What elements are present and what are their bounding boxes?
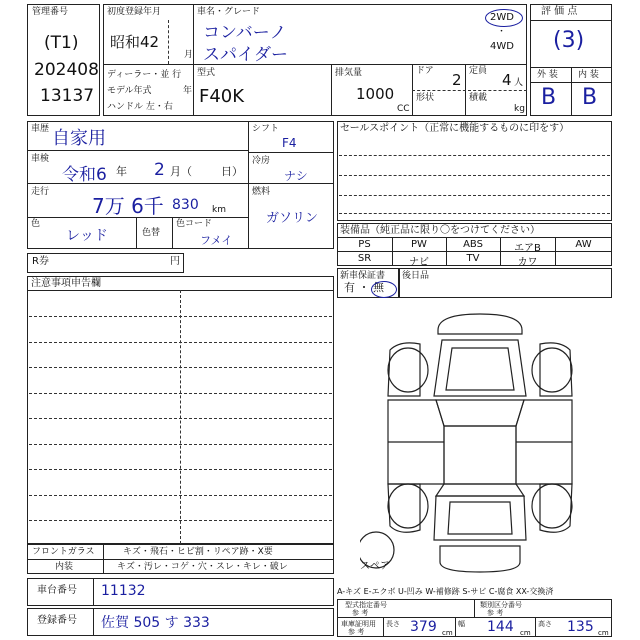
shift-label: シフト bbox=[252, 124, 280, 134]
reg-value: 佐賀 505 す 333 bbox=[101, 615, 210, 631]
later-label: 後日品 bbox=[402, 271, 430, 281]
recycle-unit: 円 bbox=[170, 256, 180, 267]
type-spec-sub: 参 考 bbox=[352, 609, 369, 617]
equip-abs: ABS bbox=[463, 239, 483, 250]
name-grade-label: 車名・グレード bbox=[197, 7, 261, 17]
handle-label: ハンドル 左・右 bbox=[107, 102, 173, 112]
class-label: 類別区分番号 bbox=[480, 601, 522, 609]
width-value: 144 bbox=[487, 619, 514, 635]
mgmt-value-1: (T1) bbox=[44, 33, 79, 53]
note-line bbox=[29, 495, 332, 496]
note-line bbox=[29, 393, 332, 394]
equip-airbag: エアB bbox=[514, 243, 541, 254]
note-line bbox=[29, 469, 332, 470]
category-label: 車歴 bbox=[31, 124, 50, 134]
height-value: 135 bbox=[567, 619, 594, 635]
front-glass-value: キズ・飛石・ヒビ割・リペア跡・X要 bbox=[123, 547, 273, 557]
mgmt-value-2: 202408 bbox=[34, 60, 99, 80]
car-name-line1: コンバーノ bbox=[203, 23, 287, 43]
ext-label: 外 装 bbox=[537, 70, 558, 80]
front-glass-label: フロントガラス bbox=[32, 547, 95, 557]
mileage-label: 走行 bbox=[31, 187, 50, 197]
rating-label: 評 価 点 bbox=[541, 6, 578, 17]
mileage-sub: 830 bbox=[172, 197, 199, 213]
note-line bbox=[29, 367, 332, 368]
warranty-label: 新車保証書 bbox=[340, 271, 386, 281]
shaken-month: 2 bbox=[154, 160, 165, 180]
mgmt-value-3: 13137 bbox=[40, 86, 95, 106]
color-code-label: 色コード bbox=[176, 219, 213, 229]
capacity-label: 定員 bbox=[469, 66, 488, 76]
fuel-label: 燃料 bbox=[252, 187, 271, 197]
capacity-value: 4 bbox=[502, 71, 512, 89]
car-diagram bbox=[360, 300, 600, 600]
interior-label: 内装 bbox=[55, 562, 74, 572]
length-unit: cm bbox=[442, 629, 453, 637]
shaken-year-unit: 年 bbox=[116, 165, 127, 178]
color-change-label: 色替 bbox=[142, 228, 161, 238]
equip-pw: PW bbox=[411, 239, 427, 250]
equip-ps: PS bbox=[358, 239, 371, 250]
recycle-box bbox=[27, 253, 184, 273]
shaken-label: 車検 bbox=[31, 154, 50, 164]
capacity-unit: 人 bbox=[514, 78, 524, 88]
later-box bbox=[399, 268, 612, 298]
cert-sub: 参 考 bbox=[348, 628, 365, 636]
mgmt-label: 管理番号 bbox=[32, 7, 69, 17]
category-value: 自家用 bbox=[52, 128, 106, 149]
equip-tv: TV bbox=[466, 253, 480, 264]
int-label: 内 装 bbox=[578, 70, 599, 80]
color-label: 色 bbox=[31, 219, 41, 229]
door-label: ドア bbox=[416, 66, 434, 76]
notes-title: 注意事項申告欄 bbox=[31, 278, 101, 289]
ac-value: ナシ bbox=[284, 169, 308, 183]
mileage-unit: km bbox=[212, 205, 226, 215]
chassis-value: 11132 bbox=[101, 583, 146, 599]
sales-point-box bbox=[337, 121, 612, 221]
model-year-unit: 年 bbox=[183, 86, 193, 96]
shape-label: 形状 bbox=[416, 93, 435, 103]
rating-value: (3) bbox=[553, 28, 585, 53]
equip-sr: SR bbox=[357, 253, 372, 264]
height-label: 高さ bbox=[538, 620, 552, 628]
recycle-label: R券 bbox=[32, 256, 49, 267]
drive-4wd: 4WD bbox=[490, 41, 514, 52]
equip-navi: ナビ bbox=[409, 257, 429, 268]
note-line bbox=[29, 316, 332, 317]
mileage-value: 7万 6千 bbox=[92, 194, 164, 218]
note-line bbox=[29, 418, 332, 419]
ext-value: B bbox=[541, 85, 557, 110]
reg-label: 登録番号 bbox=[37, 615, 77, 626]
ac-label: 冷房 bbox=[252, 156, 271, 166]
height-unit: cm bbox=[598, 629, 609, 637]
load-unit: kg bbox=[514, 104, 525, 114]
warranty-value: 有 ・ 無 bbox=[344, 281, 384, 294]
interior-value: キズ・汚レ・コゲ・穴・スレ・キレ・破レ bbox=[117, 562, 288, 572]
length-label: 長さ bbox=[386, 620, 400, 628]
displacement-unit: CC bbox=[397, 104, 410, 114]
first-reg-era: 昭和42 bbox=[110, 33, 160, 51]
color-value: レッド bbox=[66, 228, 108, 244]
shaken-day-unit: 日） bbox=[221, 165, 243, 178]
color-code-value: フメイ bbox=[200, 234, 233, 247]
car-name-line2: スパイダー bbox=[203, 45, 288, 65]
sales-point-label: セールスポイント（正常に機能するものに印をす） bbox=[340, 123, 570, 134]
int-value: B bbox=[582, 85, 598, 110]
shaken-era: 令和6 bbox=[62, 165, 107, 185]
equip-aw: AW bbox=[575, 239, 592, 250]
door-value: 2 bbox=[452, 71, 462, 89]
length-value: 379 bbox=[410, 619, 437, 635]
dealer-label: ディーラー・並 行 bbox=[107, 70, 182, 80]
model-year-label: モデル年式 bbox=[107, 86, 152, 96]
warranty-circle bbox=[371, 281, 397, 298]
first-reg-month-unit: 月 bbox=[184, 50, 194, 60]
displacement-label: 排気量 bbox=[335, 68, 363, 78]
equipment-title: 装備品（純正品に限り〇をつけてください） bbox=[340, 225, 540, 236]
cert-label: 車庫証明用 bbox=[341, 620, 376, 628]
chassis-label: 車台番号 bbox=[37, 585, 77, 596]
fuel-value: ガソリン bbox=[266, 211, 319, 226]
legend: A-キズ E-エクボ U-凹み W-補修跡 S-サビ C-腐食 XX-交換済 bbox=[337, 587, 554, 596]
type-spec-label: 型式指定番号 bbox=[345, 601, 387, 609]
header-main-box bbox=[103, 4, 527, 116]
shaken-month-unit: 月（ bbox=[170, 165, 192, 178]
drive-2wd: 2WD bbox=[490, 12, 514, 23]
shift-value: F4 bbox=[282, 136, 297, 150]
displacement-value: 1000 bbox=[356, 85, 395, 103]
note-line bbox=[29, 520, 332, 521]
class-sub: 参 考 bbox=[487, 609, 504, 617]
width-unit: cm bbox=[520, 629, 531, 637]
load-label: 積載 bbox=[469, 93, 488, 103]
type-value: F40K bbox=[199, 86, 245, 107]
note-line bbox=[29, 342, 332, 343]
equip-leather: カワ bbox=[517, 257, 538, 268]
type-label: 型式 bbox=[197, 68, 216, 78]
drive-dot: ・ bbox=[497, 27, 507, 37]
note-line bbox=[29, 444, 332, 445]
width-label: 幅 bbox=[458, 620, 465, 628]
spare-label: スペア bbox=[360, 561, 390, 572]
first-reg-label: 初度登録年月 bbox=[107, 7, 162, 17]
